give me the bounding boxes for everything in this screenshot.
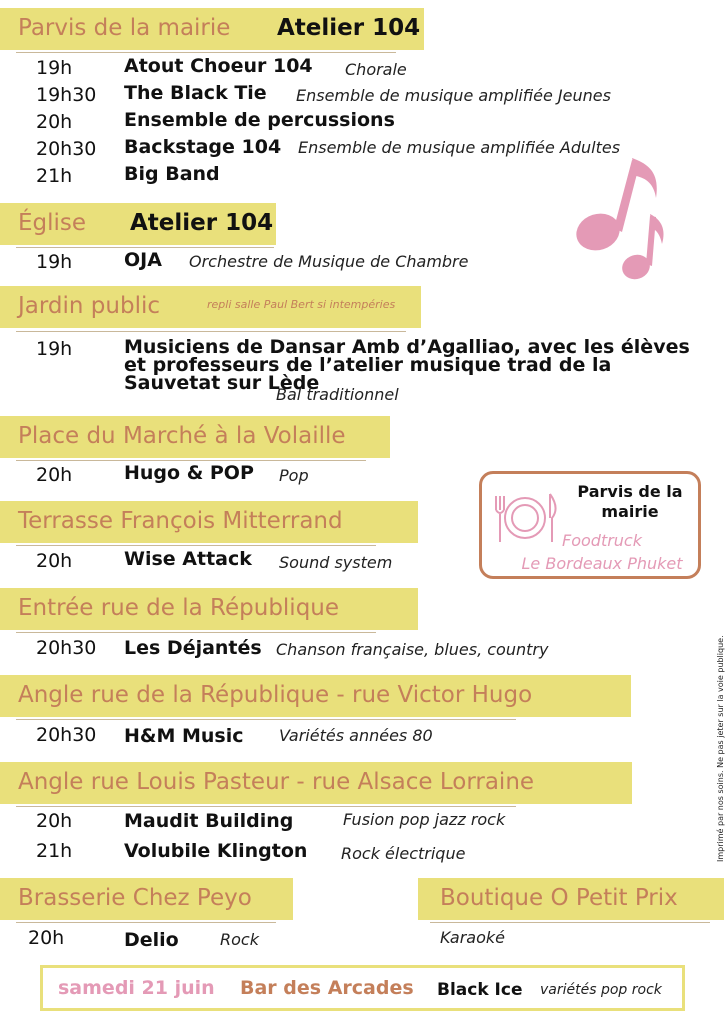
- section-header-entree-republique: [0, 588, 418, 630]
- section-header-angle-victor-hugo: [0, 675, 631, 717]
- time: 19h30: [36, 84, 97, 106]
- genre: Ensemble de musique amplifiée Jeunes: [296, 86, 611, 105]
- genre: Ensemble de musique amplifiée Adultes: [298, 138, 621, 157]
- time: 20h30: [36, 637, 97, 659]
- artist-name: OJA: [124, 249, 162, 271]
- time: 20h30: [36, 138, 97, 160]
- divider: [16, 806, 516, 807]
- divider: [16, 719, 516, 720]
- artist-name: Volubile Klington: [124, 840, 308, 862]
- divider: [16, 922, 276, 923]
- genre: Pop: [279, 466, 309, 485]
- food-venue-title: Parvis de la mairie: [577, 482, 683, 521]
- genre: Rock électrique: [341, 844, 466, 863]
- section-header-marche: [0, 416, 390, 458]
- artist-name: H&M Music: [124, 725, 244, 747]
- time: 19h: [36, 338, 73, 360]
- section-header-brasserie: [0, 878, 293, 920]
- venue-title: Église: [18, 210, 87, 236]
- time: 20h30: [36, 724, 97, 746]
- divider: [16, 632, 376, 633]
- genre: Sound system: [279, 553, 393, 572]
- divider: [16, 331, 406, 332]
- divider: [16, 545, 376, 546]
- time: 19h: [36, 57, 73, 79]
- venue-title: Angle rue Louis Pasteur - rue Alsace Lorraine: [18, 769, 535, 795]
- section-header-jardin: [0, 286, 421, 328]
- genre: Fusion pop jazz rock: [343, 810, 506, 829]
- artist-name: The Black Tie: [124, 82, 267, 104]
- event-date: samedi 21 juin: [58, 977, 215, 999]
- time: 20h: [28, 927, 65, 949]
- legal-notice: Imprimé par nos soins. Ne pas jeter sur la voie publique.: [716, 635, 725, 862]
- venue-subtitle: Atelier 104: [277, 15, 421, 41]
- time: 20h: [36, 464, 73, 486]
- venue-title: Jardin public: [18, 293, 161, 319]
- artist-name: Musiciens de Dansar Amb d’Agalliao, avec les élèves et professeurs de l’atelier musique trad de la Sauvetat sur Lède: [124, 336, 690, 394]
- divider: [16, 460, 366, 461]
- foodtruck-box: [479, 471, 701, 579]
- time: 20h: [36, 111, 73, 133]
- artist-name: Maudit Building: [124, 810, 294, 832]
- section-header-eglise: [0, 203, 276, 245]
- venue-title: Bar des Arcades: [240, 977, 414, 999]
- genre: variétés pop rock: [540, 982, 662, 998]
- time: 20h: [36, 550, 73, 572]
- section-header-terrasse: [0, 501, 418, 543]
- section-header-angle-alsace-lorraine: [0, 762, 632, 804]
- venue-title: Boutique O Petit Prix: [440, 885, 678, 911]
- artist-name: Big Band: [124, 163, 220, 185]
- artist-name: Hugo & POP: [124, 462, 254, 484]
- venue-title: Parvis de la mairie: [18, 15, 231, 41]
- venue-title: Place du Marché à la Volaille: [18, 423, 346, 449]
- genre: Chanson française, blues, country: [276, 640, 549, 659]
- artist-name: Wise Attack: [124, 548, 252, 570]
- time: 21h: [36, 165, 73, 187]
- time: 21h: [36, 840, 73, 862]
- divider: [16, 247, 274, 248]
- section-header-boutique: [418, 878, 724, 920]
- food-description: [502, 529, 702, 575]
- genre: Chorale: [345, 60, 407, 79]
- venue-title: Terrasse François Mitterrand: [18, 508, 343, 534]
- venue-note: repli salle Paul Bert si intempéries: [207, 298, 396, 311]
- artist-name: Ensemble de percussions: [124, 109, 395, 131]
- artist-name: Black Ice: [437, 980, 523, 1000]
- bottom-event-box: [40, 965, 685, 1011]
- foodtruck-label: Foodtruck: [562, 531, 642, 550]
- foodtruck-name: Le Bordeaux Phuket: [521, 554, 683, 573]
- venue-title: Brasserie Chez Peyo: [18, 885, 252, 911]
- time: 19h: [36, 251, 73, 273]
- venue-subtitle: Atelier 104: [130, 210, 274, 236]
- genre: Bal traditionnel: [276, 385, 399, 404]
- divider: [16, 52, 396, 53]
- music-notes-icon: [570, 150, 670, 285]
- venue-title: Angle rue de la République - rue Victor Hugo: [18, 682, 533, 708]
- artist-name: Les Déjantés: [124, 637, 262, 659]
- genre: Karaoké: [440, 928, 506, 947]
- artist-name: Atout Choeur 104: [124, 55, 313, 77]
- genre: Variétés années 80: [279, 726, 433, 745]
- genre: Orchestre de Musique de Chambre: [189, 252, 469, 271]
- genre: Rock: [220, 930, 259, 949]
- artist-name: Backstage 104: [124, 136, 282, 158]
- artist-name: Delio: [124, 929, 179, 951]
- time: 20h: [36, 810, 73, 832]
- section-header-parvis: [0, 8, 424, 50]
- divider: [430, 922, 710, 923]
- venue-title: Entrée rue de la République: [18, 595, 340, 621]
